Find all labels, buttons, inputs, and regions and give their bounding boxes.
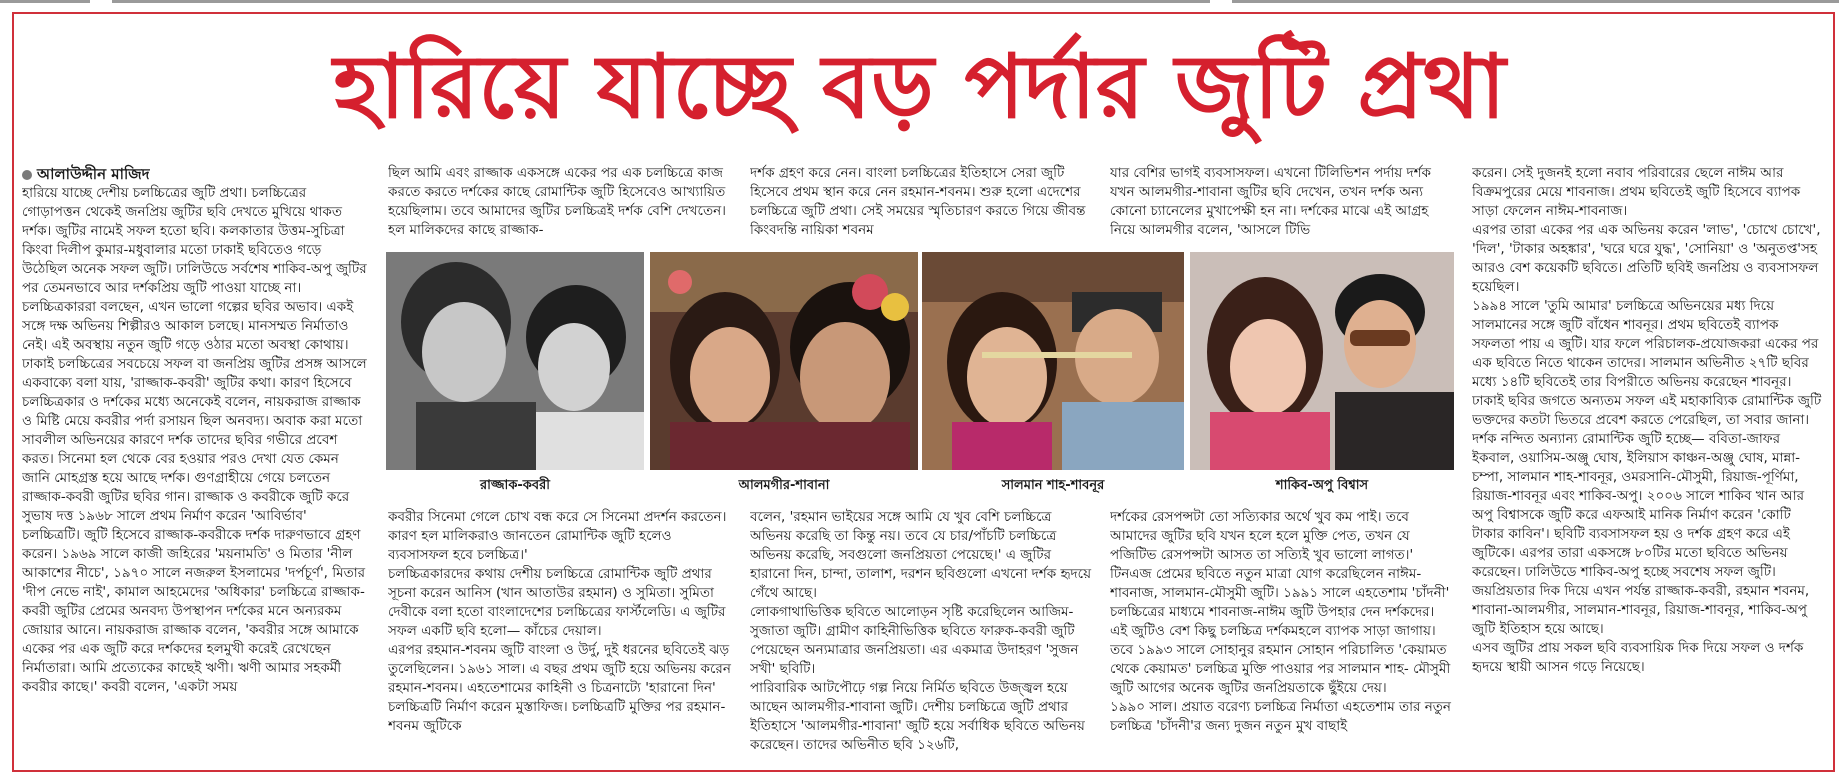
photo-image [922,252,1184,470]
column-text: করেন। সেই দুজনই হলো নবাব পরিবারের ছেলে নাঈম আর বিক্রমপুরের মেয়ে শাবনাজ। প্রথম ছবিতেই জুটি হিসেবে ব্যাপক সাড়া ফেলেন নাঈম-শাবনাজ। এরপর তারা একের পর এক অভিনয় করেন 'লাভ', 'চোখে চোখে', 'দিল', 'টাকার অহঙ্কার', 'ঘরে ঘরে যুদ্ধ', 'সোনিয়া' ও 'অনুতপ্ত'সহ আরও বেশ কয়েকটি ছবিতে। প্রতিটি ছবিই জনপ্রিয় ও ব্যবসাসফল হয়েছিল। ১৯৯৪ সালে 'তুমি আমার' চলচ্চিত্রে অভিনয়ের মধ্য দিয়ে সালমানের সঙ্গে জুটি বাঁধেন শাবনূর। প্রথম ছবিতেই ব্যাপক সফলতা পায় এ জুটি। যার ফলে পরিচালক-প্রযোজকরা একের পর এক ছবিতে নিতে থাকেন তাদের। সালমান অভিনীত ২৭টি ছবির মধ্যে ১৪টি ছবিতেই তার বিপরীতে অভিনয় করেছেন শাবনূর। ঢাকাই ছবির জগতে অন্যতম সফল এই মহাকাব্যিক রোমান্টিক জুটি ভক্তদের কতটা ভিতরে প্রবেশ করতে পেরেছিল, তা সবার জানা। দর্শক নন্দিত অন্যান্য রোমান্টিক জুটি হচ্ছে— ববিতা-জাফর ইকবাল, ওয়াসিম-অঞ্জু ঘোষ, ইলিয়াস কাঞ্চন-অঞ্জু ঘোষ, মান্না-চম্পা, সালমান শাহ-শাবনূর, ওমরসানি-মৌসুমী, রিয়াজ-পূর্ণিমা, রিয়াজ-শাবনূর এবং শাকিব-অপু। ২০০৬ সালে শাকিব খান আর অপু বিশ্বাসকে জুটি করে এফআই মানিক নির্মাণ করেন 'কোটি টাকার কাবিন'। ছবিটি ব্যবসাসফল হয় ও দর্শক গ্রহণ করে এই জুটিকে। এরপর তারা একসঙ্গে ৮০টির মতো ছবিতে অভিনয় করেছেন। ঢালিউডে শাকিব-অপু হচ্ছে সবশেষ সফল জুটি। জয়প্রিয়তার দিক দিয়ে এখন পর্যন্ত রাজ্জাক-কবরী, রহমান শবনম, শাবানা-আলমগীর, সালমান-শাবনূর, রিয়াজ-শাবনূর, শাকিব-অপু জুটি ইতিহাস হয়ে আছে। এসব জুটির প্রায় সকল ছবি ব্যবসায়িক দিক দিয়ে সফল ও দর্শক হৃদয়ে স্থায়ী আসন গড়ে নিয়েছে। [1472,165,1822,675]
column-text: যার বেশির ভাগই ব্যবসাসফল। এখনো টিলিভিশন পর্দায় দর্শক যখন আলমগীর-শাবানা জুটির ছবি দেখেন, তখন দর্শক অন্য কোনো চ্যানেলের মুখাপেক্ষী হন না। দর্শকের মাঝে এই আগ্রহ নিয়ে আলমগীর বলেন, 'আসলে টিভি [1110,165,1431,238]
article-column-3-top [750,164,1095,244]
article-column-1 [22,164,368,770]
photo-caption: শাকিব-অপু বিশ্বাস [1275,478,1369,493]
column-text: দর্শক গ্রহণ করে নেন। বাংলা চলচ্চিত্রের ইতিহাসে সেরা জুটি হিসেবে প্রথম স্থান করে নেন রহমান-শবনম। শুরু হলো এদেশের চলচ্চিত্রে জুটি প্রথা। সেই সময়ের স্মৃতিচারণ করতে গিয়ে জীবন্ত কিংবদন্তি নায়িকা শবনম [750,165,1086,238]
photo-salman-shabnur [922,252,1184,470]
article-column-2-bottom [388,508,733,770]
top-rule [0,0,90,3]
article-column-4-top [1110,164,1455,244]
photo-alamgir-shabana [650,252,918,470]
article-headline: হারিয়ে যাচ্ছে বড় পর্দার জুটি প্রথা [333,34,1506,138]
article-column-5 [1472,164,1822,770]
column-text: ছিল আমি এবং রাজ্জাক একসঙ্গে একের পর এক চলচ্চিত্রে কাজ করতে করতে দর্শকের কাছে রোমান্টিক জুটি হিসেবেও আখ্যায়িত হয়েছিলাম। তবে আমাদের জুটির চলচ্চিত্রই দর্শক বেশি দেখতেন। হল মালিকদের কাছে রাজ্জাক- [388,165,726,238]
byline [22,164,368,184]
photo-image [386,252,644,470]
column-text: হারিয়ে যাচ্ছে দেশীয় চলচ্চিত্রের জুটি প্রথা। চলচ্চিত্রের গোড়াপত্তন থেকেই জনপ্রিয় জুটির ছবি দেখতে মুখিয়ে থাকত দর্শক। জুটির নামেই সফল হতো ছবি। কলকাতার উত্তম-সুচিত্রা কিংবা দিলীপ কুমার-মধুবালার মতো ঢাকাই ছবিতেও গড়ে উঠেছিল অনেক সফল জুটি। ঢালিউডে সর্বশেষ শাকিব-অপু জুটির পর তেমনভাবে আর দর্শকপ্রিয় জুটি পাওয়া যাচ্ছে না। চলচ্চিত্রকাররা বলছেন, এখন ভালো গল্পের ছবির অভাব। একই সঙ্গে দক্ষ অভিনয় শিল্পীরও আকাল চলছে। মানসম্মত নির্মাতাও নেই। এই অবস্থায় নতুন জুটি গড়ে ওঠার মতো অবস্থা কোথায়। ঢাকাই চলচ্চিত্রের সবচেয়ে সফল বা জনপ্রিয় জুটির প্রসঙ্গ আসলে একবাক্যে বলা যায়, 'রাজ্জাক-কবরী' জুটির কথা। কারণ হিসেবে চলচ্চিত্রকার ও দর্শকের মধ্যে অনেকেই বলেন, নায়করাজ রাজ্জাক ও মিষ্টি মেয়ে কবরীর পর্দা রসায়ন ছিল অনবদ্য। অবাক করা মতো সাবলীল অভিনয়ের কারণে দর্শক তাদের ছবির গভীরে প্রবেশ করত। সিনেমা হল থেকে বের হওয়ার পরও দেখা যেত কেমন জানি মোহগ্রস্ত হয়ে আছে দর্শক। গুণগ্রাহীয়ে গেয়ে চলতেন রাজ্জাক-কবরী জুটির ছবির গান। রাজ্জাক ও কবরীকে জুটি করে সুভাষ দত্ত ১৯৬৮ সালে প্রথম নির্মাণ করেন 'আবির্ভাব' চলচ্চিত্রটি। জুটি হিসেবে রাজ্জাক-কবরীকে দর্শক দারুণভাবে গ্রহণ করেন। ১৯৬৯ সালে কাজী জহিরের 'ময়নামতি' ও মিতার 'নীল আকাশের নীচে', ১৯৭০ সালে নজরুল ইসলামের 'দর্পচূর্ণ', মিতার 'দীপ নেভে নাই', কামাল আহমেদের 'অধিকার' চলচ্চিত্রে রাজ্জাক-কবরী জুটির প্রেমের অনবদ্য উপস্থাপন দর্শকের মনে অন্যরকম জোয়ার আনে। নায়করাজ রাজ্জাক বলেন, 'কবরীর সঙ্গে আমাকে একের পর এক জুটি করে দর্শকদের হলমুখী করেই রেখেছেন নির্মাতারা। আমি প্রত্যেকের কাছেই ঋণী। ঋণী আমার সহকর্মী কবরীর কাছে।' কবরী বলেন, 'একটা সময় [22,185,367,695]
byline-author: আলাউদ্দীন মাজিদ [37,165,150,183]
photo-shakib-apu [1190,252,1454,470]
bullet-icon [22,170,32,180]
article-column-4-bottom [1110,508,1455,770]
photo-image [1190,252,1454,470]
photo-razzak-kabori [386,252,644,470]
top-rule [112,0,1210,3]
photo-caption: রাজ্জাক-কবরী [479,478,551,493]
top-rule [1232,0,1839,3]
article-column-3-bottom [750,508,1095,770]
article-column-2-top [388,164,733,244]
photo-caption: আলমগীর-শাবানা [738,478,830,493]
photo-image [650,252,918,470]
photo-caption: সালমান শাহ-শাবনূর [1001,478,1105,493]
column-text: দর্শকের রেসপন্সটা তো সত্যিকার অর্থে খুব কম পাই। তবে আমাদের জুটির ছবি যখন হলে হলে মুক্তি পেত, তখন যে পজিটিভ রেসপন্সটা আসত তা সত্যিই খুব ভালো লাগত।' টিনএজ প্রেমের ছবিতে নতুন মাত্রা যোগ করেছিলেন নাঈম-শাবনাজ, সালমান-মৌসুমী জুটি। ১৯৯১ সালে এহতেশাম 'চাঁদনী' চলচ্চিত্রের মাধ্যমে শাবনাজ-নাঈম জুটি উপহার দেন দর্শকদের। এই জুটিও বেশ কিছু চলচ্চিত্র দর্শকমহলে ব্যাপক সাড়া জাগায়। তবে ১৯৯৩ সালে সোহানুর রহমান সোহান পরিচালিত 'কেয়ামত থেকে কেয়ামত' চলচ্চিত্র মুক্তি পাওয়ার পর সালমান শাহ- মৌসুমী জুটি আগের অনেক জুটির জনপ্রিয়তাকে ছুঁইয়ে দেয়। ১৯৯০ সাল। প্রয়াত বরেণ্য চলচ্চিত্র নির্মাতা এহতেশাম তার নতুন চলচ্চিত্র 'চাঁদনী'র জন্য দুজন নতুন মুখ বাছাই [1110,509,1451,734]
column-text: বলেন, 'রহমান ভাইয়ের সঙ্গে আমি যে খুব বেশি চলচ্চিত্রে অভিনয় করেছি তা কিন্তু নয়। তবে যে চার/পাঁচটি চলচ্চিত্রে অভিনয় করেছি, সবগুলো জনপ্রিয়তা পেয়েছে।' এ জুটির হারানো দিন, চান্দা, তালাশ, দরশন ছবিগুলো এখনো দর্শক হৃদয়ে গেঁথে আছে। লোকগাথাভিত্তিক ছবিতে আলোড়ন সৃষ্টি করেছিলেন আজিম-সুজাতা জুটি। গ্রামীণ কাহিনীভিত্তিক ছবিতে ফারুক-কবরী জুটি পেয়েছেন অন্যমাত্রার জনপ্রিয়তা। এর একমাত্র উদাহরণ 'সুজন সখী' ছবিটি। পারিবারিক আটপৌঢ়ে গল্প নিয়ে নির্মিত ছবিতে উজ্জ্বল হয়ে আছেন আলমগীর-শাবানা জুটি। দেশীয় চলচ্চিত্রে জুটি প্রথার ইতিহাসে 'আলমগীর-শাবানা' জুটি হয়ে সর্বাধিক ছবিতে অভিনয় করেছেন। তাদের অভিনীত ছবি ১২৬টি, [750,509,1092,753]
column-text: কবরীর সিনেমা গেলে চোখ বন্ধ করে সে সিনেমা প্রদর্শন করতেন। কারণ হল মালিকরাও জানতেন রোমান্টিক জুটি হলেও ব্যবসাসফল হবে চলচ্চিত্র।' চলচ্চিত্রকারদের কথায় দেশীয় চলচ্চিত্রে রোমান্টিক জুটি প্রথার সূচনা করেন আনিস (খান আতাউর রহমান) ও সুমিতা। সুমিতা দেবীকে বলা হতো বাংলাদেশের চলচ্চিত্রের ফার্স্টলেডি। এ জুটির সফল একটি ছবি হলো— কাঁচের দেয়াল। এরপর রহমান-শবনম জুটি বাংলা ও উর্দু, দুই ধরনের ছবিতেই ঝড় তুলেছিলেন। ১৯৬১ সাল। এ বছর প্রথম জুটি হয়ে অভিনয় করেন রহমান-শবনম। এহতেশামের কাহিনী ও চিত্রনাট্যে 'হারানো দিন' চলচ্চিত্রটি নির্মাণ করেন মুস্তাফিজ। চলচ্চিত্রটি মুক্তির পর রহমান-শবনম জুটিকে [388,509,731,734]
